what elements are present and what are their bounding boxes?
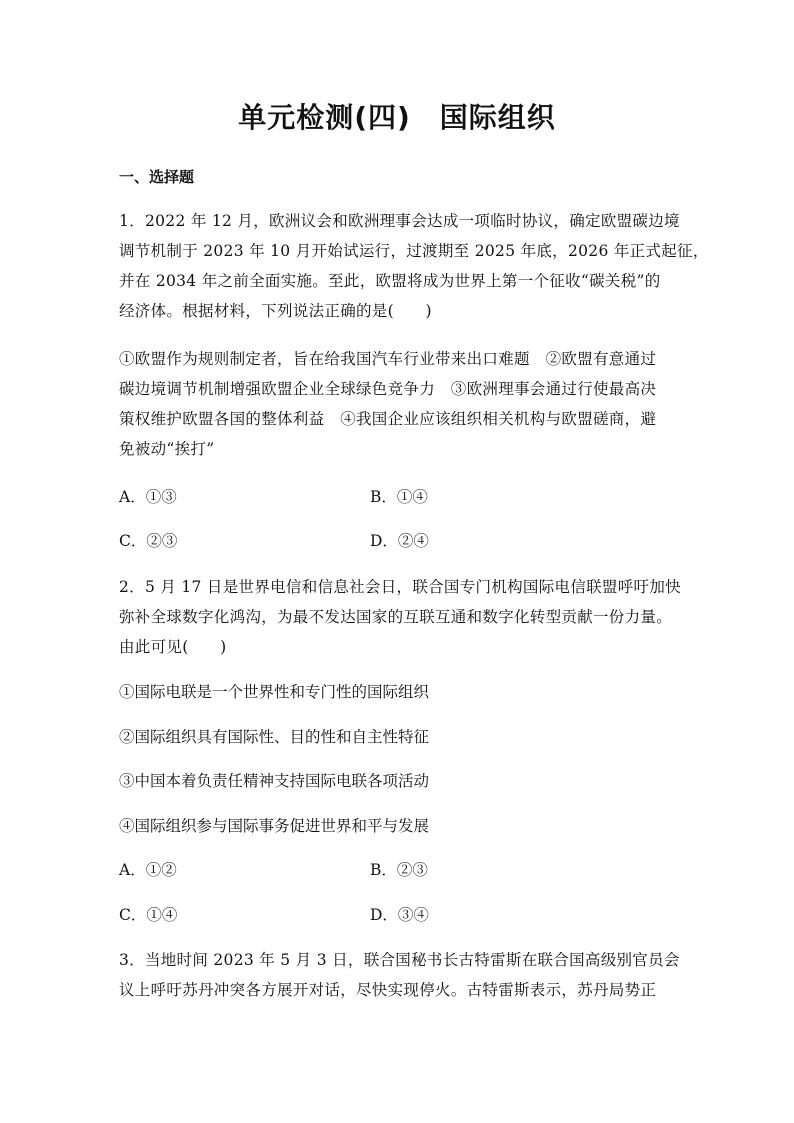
question-1-stem-line: 经济体。根据材料，下列说法正确的是( ) [119,302,432,320]
question-1-stem [119,206,709,326]
section-heading: 一、选择题 [119,168,195,186]
question-2-statement-3: ③中国本着负责任精神支持国际电联各项活动 [119,772,430,790]
question-1-statements [119,344,689,464]
question-2-option-c: C．①④ [119,906,178,924]
question-1-option-a: A．①③ [119,488,177,506]
question-2-option-a: A．①② [119,861,177,879]
question-1-option-b: B．①④ [370,488,428,506]
question-3-stem-line: 3．当地时间 2023 年 5 月 3 日，联合国秘书长古特雷斯在联合国高级别官员会 [119,951,680,969]
question-1-option-d: D．②④ [370,532,429,550]
question-1-statement-line: ①欧盟作为规则制定者，旨在给我国汽车行业带来出口难题 ②欧盟有意通过 [119,350,657,368]
question-2-stem-line: 弥补全球数字化鸿沟，为最不发达国家的互联互通和数字化转型贡献一份力量。 [119,608,673,626]
question-3-stem-line: 议上呼吁苏丹冲突各方展开对话，尽快实现停火。古特雷斯表示，苏丹局势正 [119,981,657,999]
question-2-stem [119,572,689,662]
question-1-stem-line: 调节机制于 2023 年 10 月开始试运行，过渡期至 2025 年底，2026 年正式起征， [119,242,709,260]
question-1-statement-line: 碳边境调节机制增强欧盟企业全球绿色竞争力 ③欧洲理事会通过行使最高决 [119,380,657,398]
question-1-stem-line: 1．2022 年 12 月，欧洲议会和欧洲理事会达成一项临时协议，确定欧盟碳边境 [119,212,680,230]
question-2-option-d: D．③④ [370,906,429,924]
question-2-stem-line: 2．5 月 17 日是世界电信和信息社会日，联合国专门机构国际电信联盟呼吁加快 [119,578,681,596]
question-1-option-c: C．②③ [119,532,178,550]
question-2-statement-1: ①国际电联是一个世界性和专门性的国际组织 [119,683,430,701]
question-2-stem-line: 由此可见( ) [119,638,227,656]
question-2-option-b: B．②③ [370,861,428,879]
question-2-statement-2: ②国际组织具有国际性、目的性和自主性特征 [119,728,430,746]
page-title: 单元检测(四) 国际组织 [238,101,556,134]
question-1-statement-line: 免被动“挨打” [119,440,215,458]
question-1-stem-line: 并在 2034 年之前全面实施。至此，欧盟将成为世界上第一个征收“碳关税”的 [119,272,661,290]
question-3-stem [119,945,689,1005]
question-1-statement-line: 策权维护欧盟各国的整体利益 ④我国企业应该组织相关机构与欧盟磋商，避 [119,410,657,428]
question-2-statement-4: ④国际组织参与国际事务促进世界和平与发展 [119,817,430,835]
